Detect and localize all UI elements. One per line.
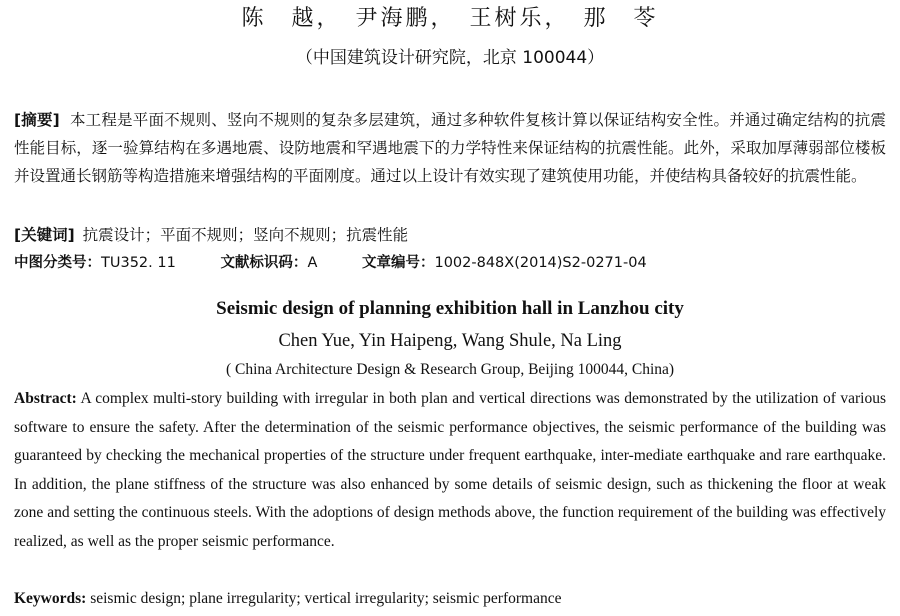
keywords-en-label: Keywords: — [14, 590, 87, 607]
keywords-en — [14, 587, 886, 611]
affiliation-cn: （中国建筑设计研究院，北京 100044） — [295, 48, 605, 68]
abstract-cn — [14, 106, 886, 190]
clc-label: 中图分类号： — [14, 255, 101, 271]
article-no-value: 1002-848X(2014)S2-0271-04 — [434, 255, 647, 271]
keywords-en-text: seismic design; plane irregularity; vertical irregularity; seismic performance — [86, 590, 562, 607]
clc-number — [14, 255, 176, 271]
keywords-cn — [14, 222, 886, 248]
article-no-label: 文章编号： — [361, 255, 435, 271]
doc-code-value: A — [307, 255, 318, 271]
abstract-cn-text: 本工程是平面不规则、竖向不规则的复杂多层建筑，通过多种软件复核计算以保证结构安全性。并通过确定结构的抗震性能目标，逐一验算结构在多遇地震、设防地震和罕遇地震下的力学特性来保证结构的抗震性能。此外，采取加厚薄弱部位楼板并设置通长钢筋等构造措施来增强结构的平面刚度。通过以上设计有效实现了建筑使用功能，并使结构具备较好的抗震性能。 — [14, 111, 886, 185]
title-en: Seismic design of planning exhibition hall in Lanzhou city — [216, 298, 684, 319]
affiliation-en: ( China Architecture Design & Research Group, Beijing 100044, China) — [225, 361, 675, 378]
abstract-en-label: Abstract: — [14, 390, 77, 407]
abstract-en — [14, 385, 886, 557]
authors-en: Chen Yue, Yin Haipeng, Wang Shule, Na Ling — [278, 331, 622, 351]
authors-cn: 陈 越， 尹海鹏， 王树乐， 那 苓 — [241, 6, 659, 31]
keywords-cn-text: 抗震设计；平面不规则；竖向不规则；抗震性能 — [82, 226, 409, 244]
doc-code-label: 文献标识码： — [220, 255, 308, 271]
document-code — [220, 255, 317, 271]
classification-line — [14, 252, 886, 274]
abstract-en-text: A complex multi-story building with irregular in both plan and vertical directions was demonstrated by the utilization of various software to ensure the safety. After the determination of the seismic performance objectives, the seismic performance of the building was guaranteed by checking the mechanical properties of the structure under frequent earthquake, inter-mediate earthquake and rare earthquake. In addition, the plane stiffness of the structure was also enhanced by some details of seismic design, such as thickening the floor at weak zone and setting the continuous steels. With the adoptions of design methods above, the function requirement of the building was effectively realized, as well as the proper seismic performance. — [14, 390, 886, 550]
keywords-cn-label: [关键词] — [14, 226, 75, 244]
article-number — [362, 255, 647, 271]
clc-value: TU352. 11 — [101, 255, 176, 271]
abstract-cn-label: [摘要] — [14, 111, 60, 129]
